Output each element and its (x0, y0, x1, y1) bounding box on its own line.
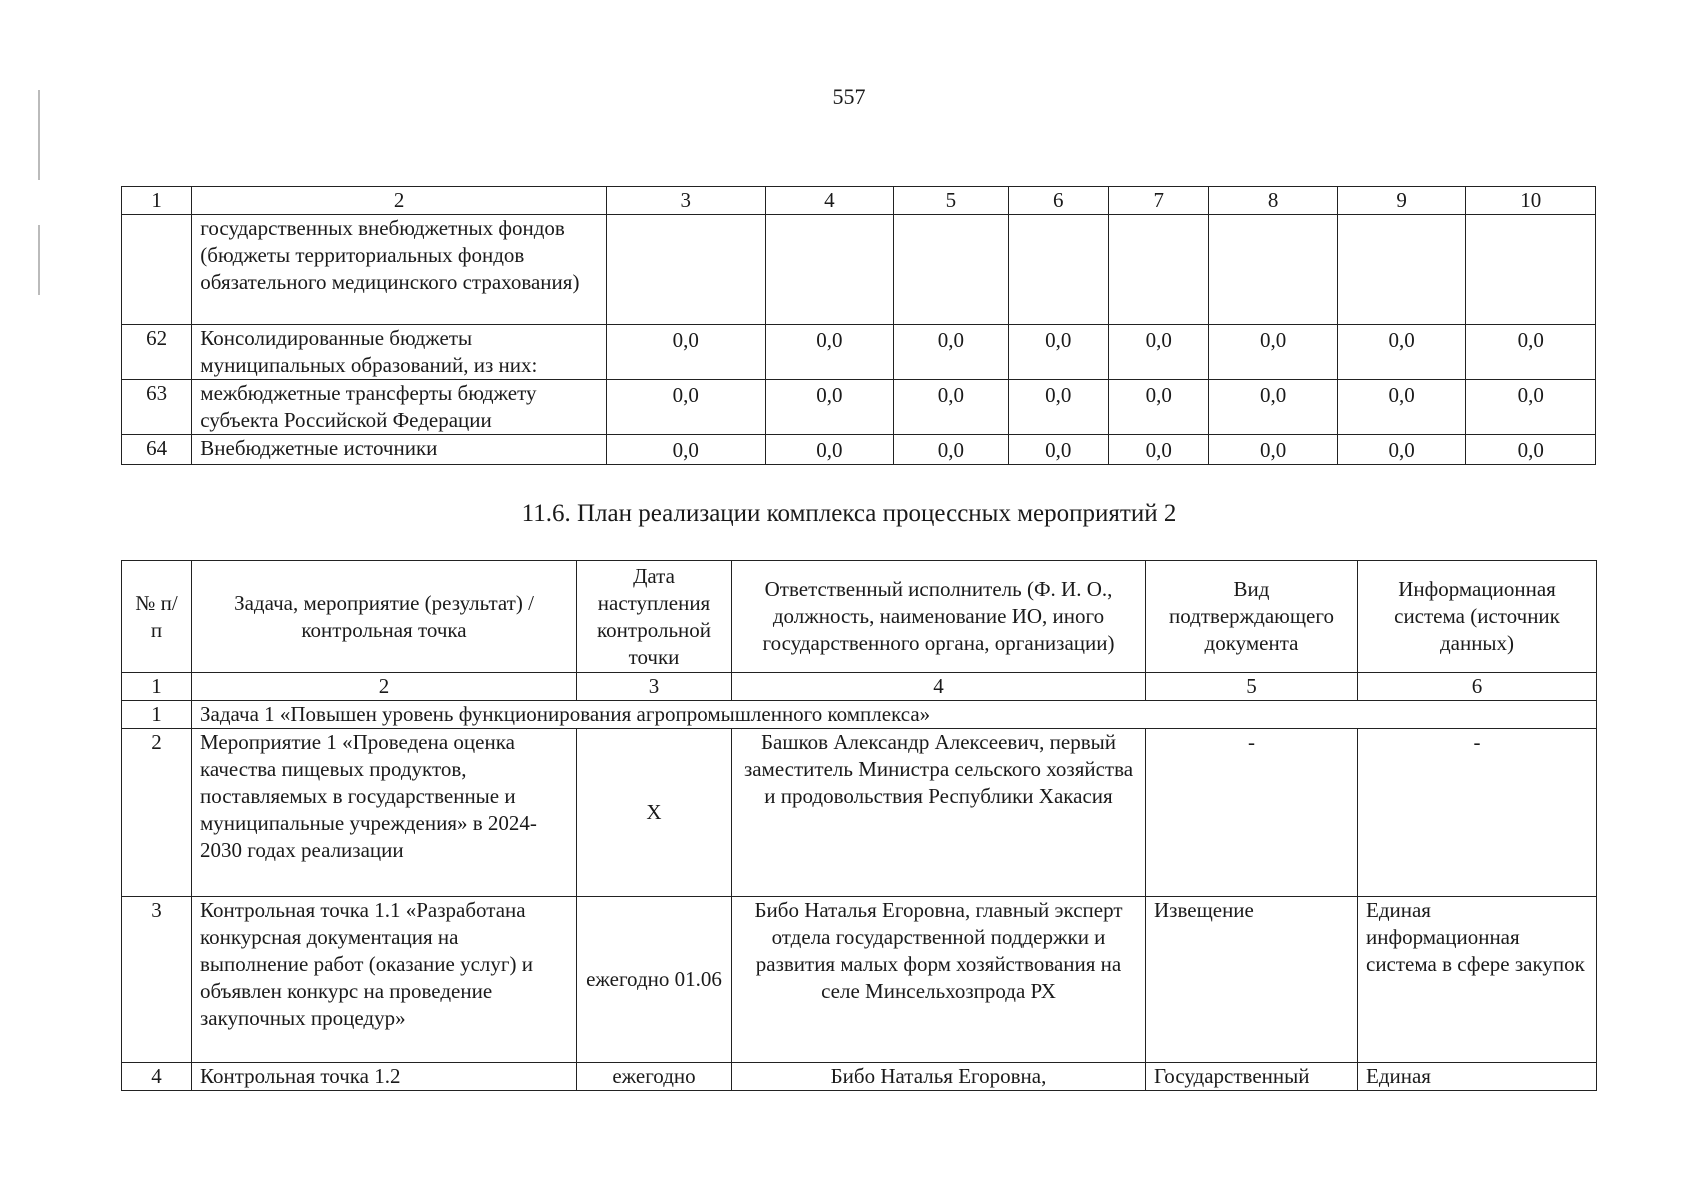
row-number: 63 (122, 380, 192, 435)
plan-header-row (122, 561, 1597, 673)
row-value: 0,0 (606, 380, 765, 435)
row-number: 64 (122, 435, 192, 465)
row-responsible: Бибо Наталья Егоровна, (732, 1063, 1146, 1091)
header-num: № п/п (122, 561, 192, 673)
row-value: 0,0 (606, 435, 765, 465)
header-doc: Вид подтверждающего документа (1146, 561, 1358, 673)
row-name: Консолидированные бюджеты муниципальных образований, из них: (192, 325, 607, 380)
row-name: государственных внебюджетных фондов (бюджеты территориальных фондов обязательного медицинского страхования) (192, 215, 607, 325)
row-value: 0,0 (1008, 380, 1108, 435)
row-number: 4 (122, 1063, 192, 1091)
scan-mark (38, 225, 40, 295)
row-value (1337, 215, 1466, 325)
task-row (122, 701, 1597, 729)
row-value (765, 215, 894, 325)
row-value: 0,0 (1209, 380, 1338, 435)
row-number: 1 (122, 701, 192, 729)
colnum-4: 4 (732, 673, 1146, 701)
colnum-2: 2 (192, 673, 577, 701)
row-system: - (1358, 729, 1597, 897)
section-title: 11.6. План реализации комплекса процессных мероприятий 2 (521, 500, 1177, 527)
plan-column-numbers (122, 673, 1597, 701)
row-number: 2 (122, 729, 192, 897)
row-value (1466, 215, 1596, 325)
row-name: Внебюджетные источники (192, 435, 607, 465)
header-task: Задача, мероприятие (результат) / контрольная точка (192, 561, 577, 673)
row-date: ежегодно (577, 1063, 732, 1091)
budget-col-3: 3 (606, 187, 765, 215)
row-responsible: Башков Александр Алексеевич, первый заместитель Министра сельского хозяйства и продовольствия Республики Хакасия (732, 729, 1146, 897)
row-value: 0,0 (894, 380, 1008, 435)
row-value: 0,0 (765, 380, 894, 435)
row-value: 0,0 (1337, 435, 1466, 465)
row-value: 0,0 (1108, 435, 1208, 465)
row-date: Х (577, 729, 732, 897)
colnum-6: 6 (1358, 673, 1597, 701)
budget-col-4: 4 (765, 187, 894, 215)
table-row (122, 1063, 1597, 1091)
header-responsible: Ответственный исполнитель (Ф. И. О., должность, наименование ИО, иного государственного органа, организации) (732, 561, 1146, 673)
row-value: 0,0 (1209, 435, 1338, 465)
row-value: 0,0 (1008, 325, 1108, 380)
row-value (1008, 215, 1108, 325)
row-system: Единая (1358, 1063, 1597, 1091)
row-value (1108, 215, 1208, 325)
table-row (122, 729, 1597, 897)
row-value: 0,0 (1466, 435, 1596, 465)
row-doc: Государственный (1146, 1063, 1358, 1091)
colnum-3: 3 (577, 673, 732, 701)
budget-col-5: 5 (894, 187, 1008, 215)
plan-table (121, 560, 1597, 1091)
colnum-1: 1 (122, 673, 192, 701)
row-value: 0,0 (606, 325, 765, 380)
row-task: Контрольная точка 1.2 (192, 1063, 577, 1091)
row-name: межбюджетные трансферты бюджету субъекта Российской Федерации (192, 380, 607, 435)
table-row (122, 215, 1596, 325)
row-value: 0,0 (894, 435, 1008, 465)
budget-header-row (122, 187, 1596, 215)
row-value: 0,0 (1209, 325, 1338, 380)
budget-col-8: 8 (1209, 187, 1338, 215)
budget-col-2: 2 (192, 187, 607, 215)
budget-table (121, 186, 1596, 465)
row-value (894, 215, 1008, 325)
row-date: ежегодно 01.06 (577, 897, 732, 1063)
page-number: 557 (832, 84, 866, 109)
row-doc: - (1146, 729, 1358, 897)
budget-col-7: 7 (1108, 187, 1208, 215)
budget-col-1: 1 (122, 187, 192, 215)
row-number: 62 (122, 325, 192, 380)
table-row (122, 897, 1597, 1063)
row-number (122, 215, 192, 325)
row-value: 0,0 (765, 325, 894, 380)
colnum-5: 5 (1146, 673, 1358, 701)
table-row (122, 380, 1596, 435)
row-value: 0,0 (1108, 380, 1208, 435)
header-system: Информационная система (источник данных) (1358, 561, 1597, 673)
row-task: Контрольная точка 1.1 «Разработана конкурсная документация на выполнение работ (оказание услуг) и объявлен конкурс на проведение закупочных процедур» (192, 897, 577, 1063)
row-value: 0,0 (1466, 325, 1596, 380)
row-value: 0,0 (1337, 325, 1466, 380)
row-responsible: Бибо Наталья Егоровна, главный эксперт отдела государственной поддержки и развития малых форм хозяйствования на селе Минсельхозпрода РХ (732, 897, 1146, 1063)
row-task: Мероприятие 1 «Проведена оценка качества пищевых продуктов, поставляемых в государственные и муниципальные учреждения» в 2024-2030 годах реализации (192, 729, 577, 897)
row-value: 0,0 (765, 435, 894, 465)
row-doc: Извещение (1146, 897, 1358, 1063)
task-title: Задача 1 «Повышен уровень функционирования агропромышленного комплекса» (192, 701, 1597, 729)
table-row (122, 325, 1596, 380)
row-value: 0,0 (1466, 380, 1596, 435)
row-value (606, 215, 765, 325)
row-value (1209, 215, 1338, 325)
header-date: Дата наступления контрольной точки (577, 561, 732, 673)
row-value: 0,0 (1337, 380, 1466, 435)
row-number: 3 (122, 897, 192, 1063)
budget-col-9: 9 (1337, 187, 1466, 215)
row-value: 0,0 (1108, 325, 1208, 380)
row-system: Единая информационная система в сфере закупок (1358, 897, 1597, 1063)
budget-col-6: 6 (1008, 187, 1108, 215)
table-row (122, 435, 1596, 465)
row-value: 0,0 (1008, 435, 1108, 465)
budget-col-10: 10 (1466, 187, 1596, 215)
row-value: 0,0 (894, 325, 1008, 380)
